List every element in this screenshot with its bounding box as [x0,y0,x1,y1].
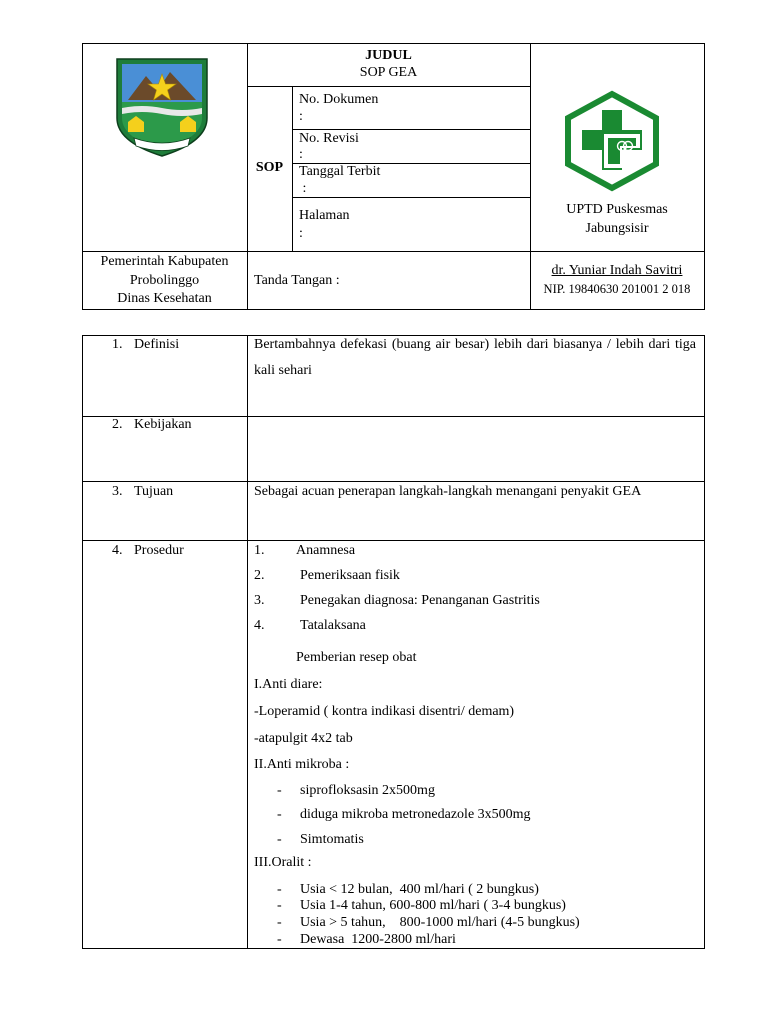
kebijakan-title: Kebijakan [134,417,192,432]
halaman-colon: : [299,226,303,241]
institution-name: UPTD Puskesmas [566,202,668,217]
institution-location: Jabungsisir [585,221,649,236]
signer-nip: NIP. 19840630 201001 2 018 [543,282,691,296]
step-number: 4. [254,618,265,633]
list-bullet-dash: - [277,807,282,822]
no-dokumen-label: No. Dokumen [299,92,379,107]
list-bullet-dash: - [277,832,282,847]
anti-diare-item: -Loperamid ( kontra indikasi disentri/ demam) [254,704,515,719]
list-bullet-dash: - [277,898,282,913]
step-number: 2. [254,568,265,583]
definisi-text: Bertambahnya defekasi (buang air besar) lebih dari biasanya / lebih dari tiga kali sehari [254,337,696,378]
tanggal-terbit-label: Tanggal Terbit [299,164,381,179]
signature-label: Tanda Tangan : [254,273,340,288]
definisi-title: Definisi [134,337,180,352]
anti-mikroba-heading: II.Anti mikroba : [254,757,350,772]
government-line-1: Pemerintah Kabupaten [100,254,229,269]
document-title: SOP GEA [359,65,418,80]
anti-mikroba-item: siprofloksasin 2x500mg [300,783,435,798]
step-text: Pemeriksaan fisik [300,568,400,583]
prosedur-title: Prosedur [134,543,184,558]
step-text: Penegakan diagnosa: Penanganan Gastritis [300,593,540,608]
oralit-item: Usia < 12 bulan, 400 ml/hari ( 2 bungkus) [300,882,539,897]
step-text: Tatalaksana [300,618,366,633]
tujuan-text: Sebagai acuan penerapan langkah-langkah menangani penyakit GEA [254,484,642,499]
kebijakan-number: 2. [112,417,123,432]
government-line-3: Dinas Kesehatan [117,291,212,306]
tanggal-terbit-colon: : [299,181,307,196]
title-label: JUDUL [365,48,412,63]
tujuan-title: Tujuan [134,484,174,499]
anti-diare-heading: I.Anti diare: [254,677,323,692]
regency-emblem-icon [114,56,210,158]
tujuan-number: 3. [112,484,123,499]
step-number: 1. [254,543,265,558]
no-revisi-label: No. Revisi [299,131,359,146]
definisi-number: 1. [112,337,123,352]
step-number: 3. [254,593,265,608]
government-line-2: Probolinggo [129,273,200,288]
oralit-item: Usia > 5 tahun, 800-1000 ml/hari (4-5 bungkus) [300,915,580,930]
halaman-label: Halaman [299,208,350,223]
list-bullet-dash: - [277,915,282,930]
no-revisi-colon: : [299,147,303,162]
step-text: Anamnesa [296,543,356,558]
sop-label: SOP [255,160,284,175]
anti-mikroba-item: diduga mikroba metronedazole 3x500mg [300,807,531,822]
prosedur-number: 4. [112,543,123,558]
signer-name: dr. Yuniar Indah Savitri [551,263,683,278]
list-bullet-dash: - [277,882,282,897]
no-dokumen-colon: : [299,109,303,124]
anti-diare-item: -atapulgit 4x2 tab [254,731,353,746]
resep-heading: Pemberian resep obat [296,650,417,665]
oralit-item: Usia 1-4 tahun, 600-800 ml/hari ( 3-4 bungkus) [300,898,566,913]
list-bullet-dash: - [277,932,282,947]
oralit-heading: III.Oralit : [254,855,312,870]
list-bullet-dash: - [277,783,282,798]
anti-mikroba-item: Simtomatis [300,832,364,847]
oralit-item: Dewasa 1200-2800 ml/hari [300,932,456,947]
puskesmas-cross-logo-icon [560,90,664,192]
